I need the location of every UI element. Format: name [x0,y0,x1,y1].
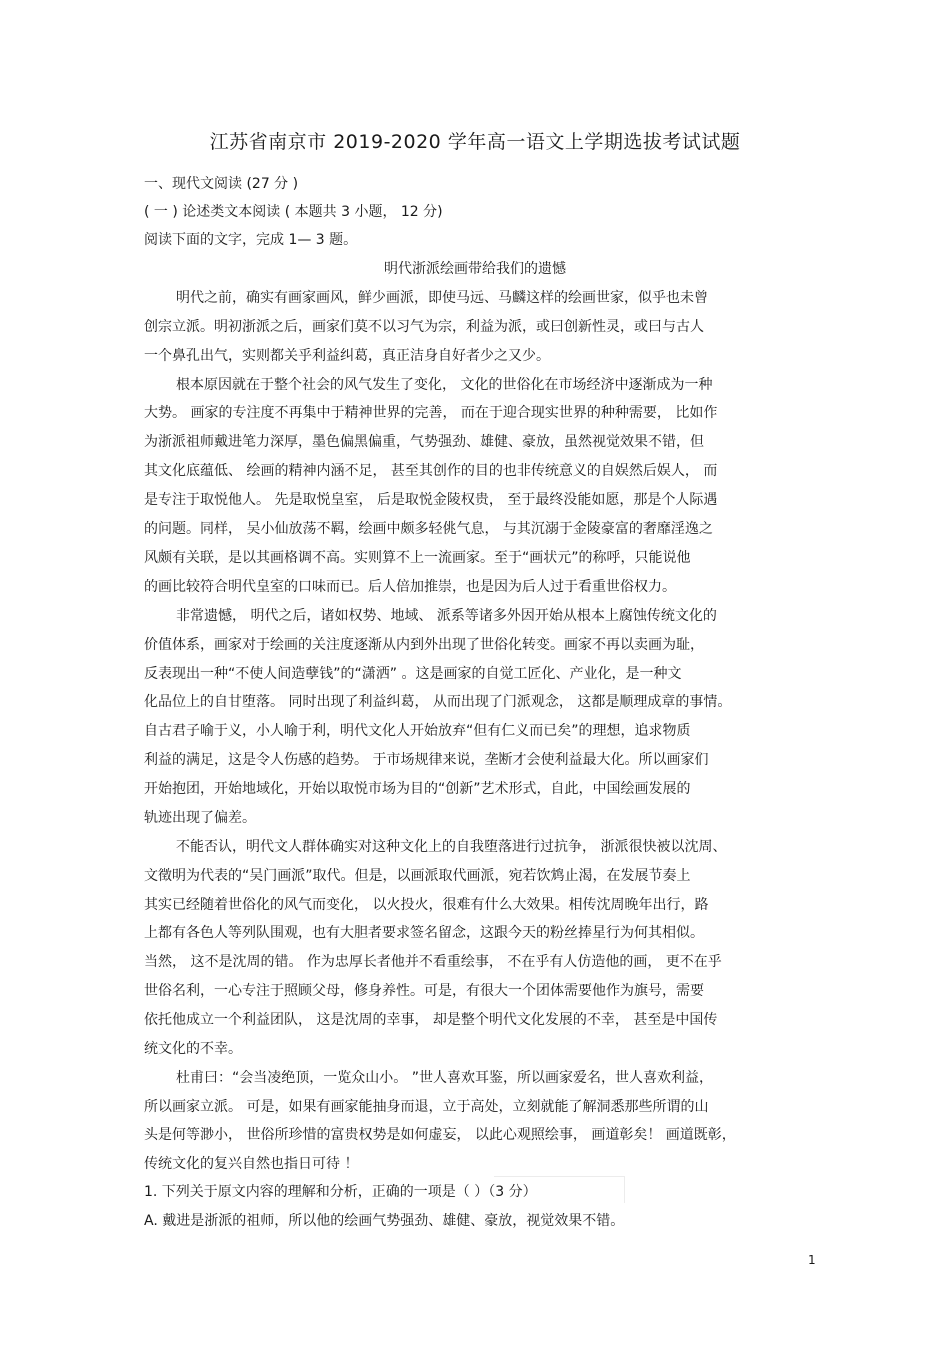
article-line: 根本原因就在于整个社会的风气发生了变化， 文化的世俗化在市场经济中逐渐成为一种 [176,377,713,393]
article-line: 头是何等渺小， 世俗所珍惜的富贵权势是如何虚妄， 以此心观照绘事， 画道彰矣！ 画道既彰， [144,1127,736,1143]
article-line: 利益的满足，这是令人伤感的趋势。 于市场规律来说，垄断才会使利益最大化。所以画家们 [144,752,709,768]
article-line: 为浙派祖师戴进笔力深厚，墨色偏黑偏重，气势强劲、雄健、豪放，虽然视觉效果不错，但 [144,434,704,450]
article-line: 世俗名利，一心专注于照顾父母，修身养性。可是，有很大一个团体需要他作为旗号，需要 [144,983,704,999]
page-number: 1 [808,1253,816,1267]
article-line: 传统文化的复兴自然也指日可待 ！ [144,1156,359,1172]
article-line: 当然， 这不是沈周的错。 作为忠厚长者他并不看重绘事， 不在乎有人仿造他的画， 更不在乎 [144,954,722,970]
reading-instruction: 阅读下面的文字，完成 1— 3 题。 [144,232,358,248]
question-1: 1. 下列关于原文内容的理解和分析，正确的一项是（ ）（3 分） [144,1184,537,1200]
article-line: 其文化底蕴低、 绘画的精神内涵不足， 甚至其创作的目的也非传统意义的自娱然后娱人， 而 [144,463,718,479]
article-line: 是专注于取悦他人。 先是取悦皇室， 后是取悦金陵权贵， 至于最终没能如愿，那是个人际遇 [144,492,718,508]
article-line: 不能否认，明代文人群体确实对这种文化上的自我堕落进行过抗争， 浙派很快被以沈周、 [176,839,727,855]
article-line: 上都有各色人等列队围观，也有大胆者要求签名留念，这跟今天的粉丝捧星行为何其相似。 [144,925,704,941]
article-line: 轨迹出现了偏差。 [144,810,256,826]
article-line: 杜甫曰：“会当凌绝顶，一览众山小。 ”世人喜欢耳鉴，所以画家爱名，世人喜欢利益， [176,1070,713,1086]
article-line: 依托他成立一个利益团队， 这是沈周的幸事， 却是整个明代文化发展的不幸， 甚至是中国传 [144,1012,718,1028]
article-line: 其实已经随着世俗化的风气而变化， 以火投火，很难有什么大效果。相传沈周晚年出行，路 [144,897,709,913]
article-line: 的问题。同样， 吴小仙放荡不羁，绘画中颇多轻佻气息， 与其沉溺于金陵豪富的奢靡淫逸之 [144,521,713,537]
article-line: 化品位上的自甘堕落。 同时出现了利益纠葛， 从而出现了门派观念， 这都是顺理成章的事情。 [144,694,732,710]
subsection-heading: ( 一 ) 论述类文本阅读 ( 本题共 3 小题， 12 分) [144,204,443,220]
article-line: 文徵明为代表的“吴门画派”取代。但是，以画派取代画派，宛若饮鸩止渴，在发展节奏上 [144,868,691,884]
article-line: 所以画家立派。 可是，如果有画家能抽身而退，立于高处，立刻就能了解洞悉那些所谓的山 [144,1099,709,1115]
article-line: 统文化的不幸。 [144,1041,242,1057]
article-line: 价值体系，画家对于绘画的关注度逐渐从内到外出现了世俗化转变。画家不再以卖画为耻， [144,637,704,653]
option-a: A. 戴进是浙派的祖师，所以他的绘画气势强劲、雄健、豪放，视觉效果不错。 [144,1213,625,1229]
article-line: 开始抱团，开始地域化，开始以取悦市场为目的“创新”艺术形式，自此，中国绘画发展的 [144,781,691,797]
article-line: 创宗立派。明初浙派之后，画家们莫不以习气为宗，利益为派，或曰创新性灵，或曰与古人 [144,319,704,335]
article-title: 明代浙派绘画带给我们的遗憾 [384,261,566,277]
article-line: 明代之前，确实有画家画风，鲜少画派，即使马远、马麟这样的绘画世家，似乎也未曾 [176,290,708,306]
article-line: 一个鼻孔出气，实则都关乎利益纠葛，真正洁身自好者少之又少。 [144,348,550,364]
exam-title: 江苏省南京市 2019-2020 学年高一语文上学期选拔考试试题 [209,131,741,153]
article-line: 的画比较符合明代皇室的口味而已。后人倍加推崇，也是因为后人过于看重世俗权力。 [144,579,676,595]
article-line: 大势。 画家的专注度不再集中于精神世界的完善， 而在于迎合现实世界的种种需要， 比如作 [144,405,718,421]
article-line: 自古君子喻于义，小人喻于利，明代文化人开始放弃“但有仁义而已矣”的理想，追求物质 [144,723,691,739]
section-heading: 一、现代文阅读 (27 分 ) [144,176,299,192]
article-line: 风颇有关联，是以其画格调不高。实则算不上一流画家。至于“画状元”的称呼，只能说他 [144,550,691,566]
article-line: 反表现出一种“不使人间造孽钱”的“潇洒” 。这是画家的自觉工匠化、产业化，是一种文 [144,666,682,682]
article-line: 非常遗憾， 明代之后，诸如权势、地域、 派系等诸多外因开始从根本上腐蚀传统文化的 [176,608,717,624]
